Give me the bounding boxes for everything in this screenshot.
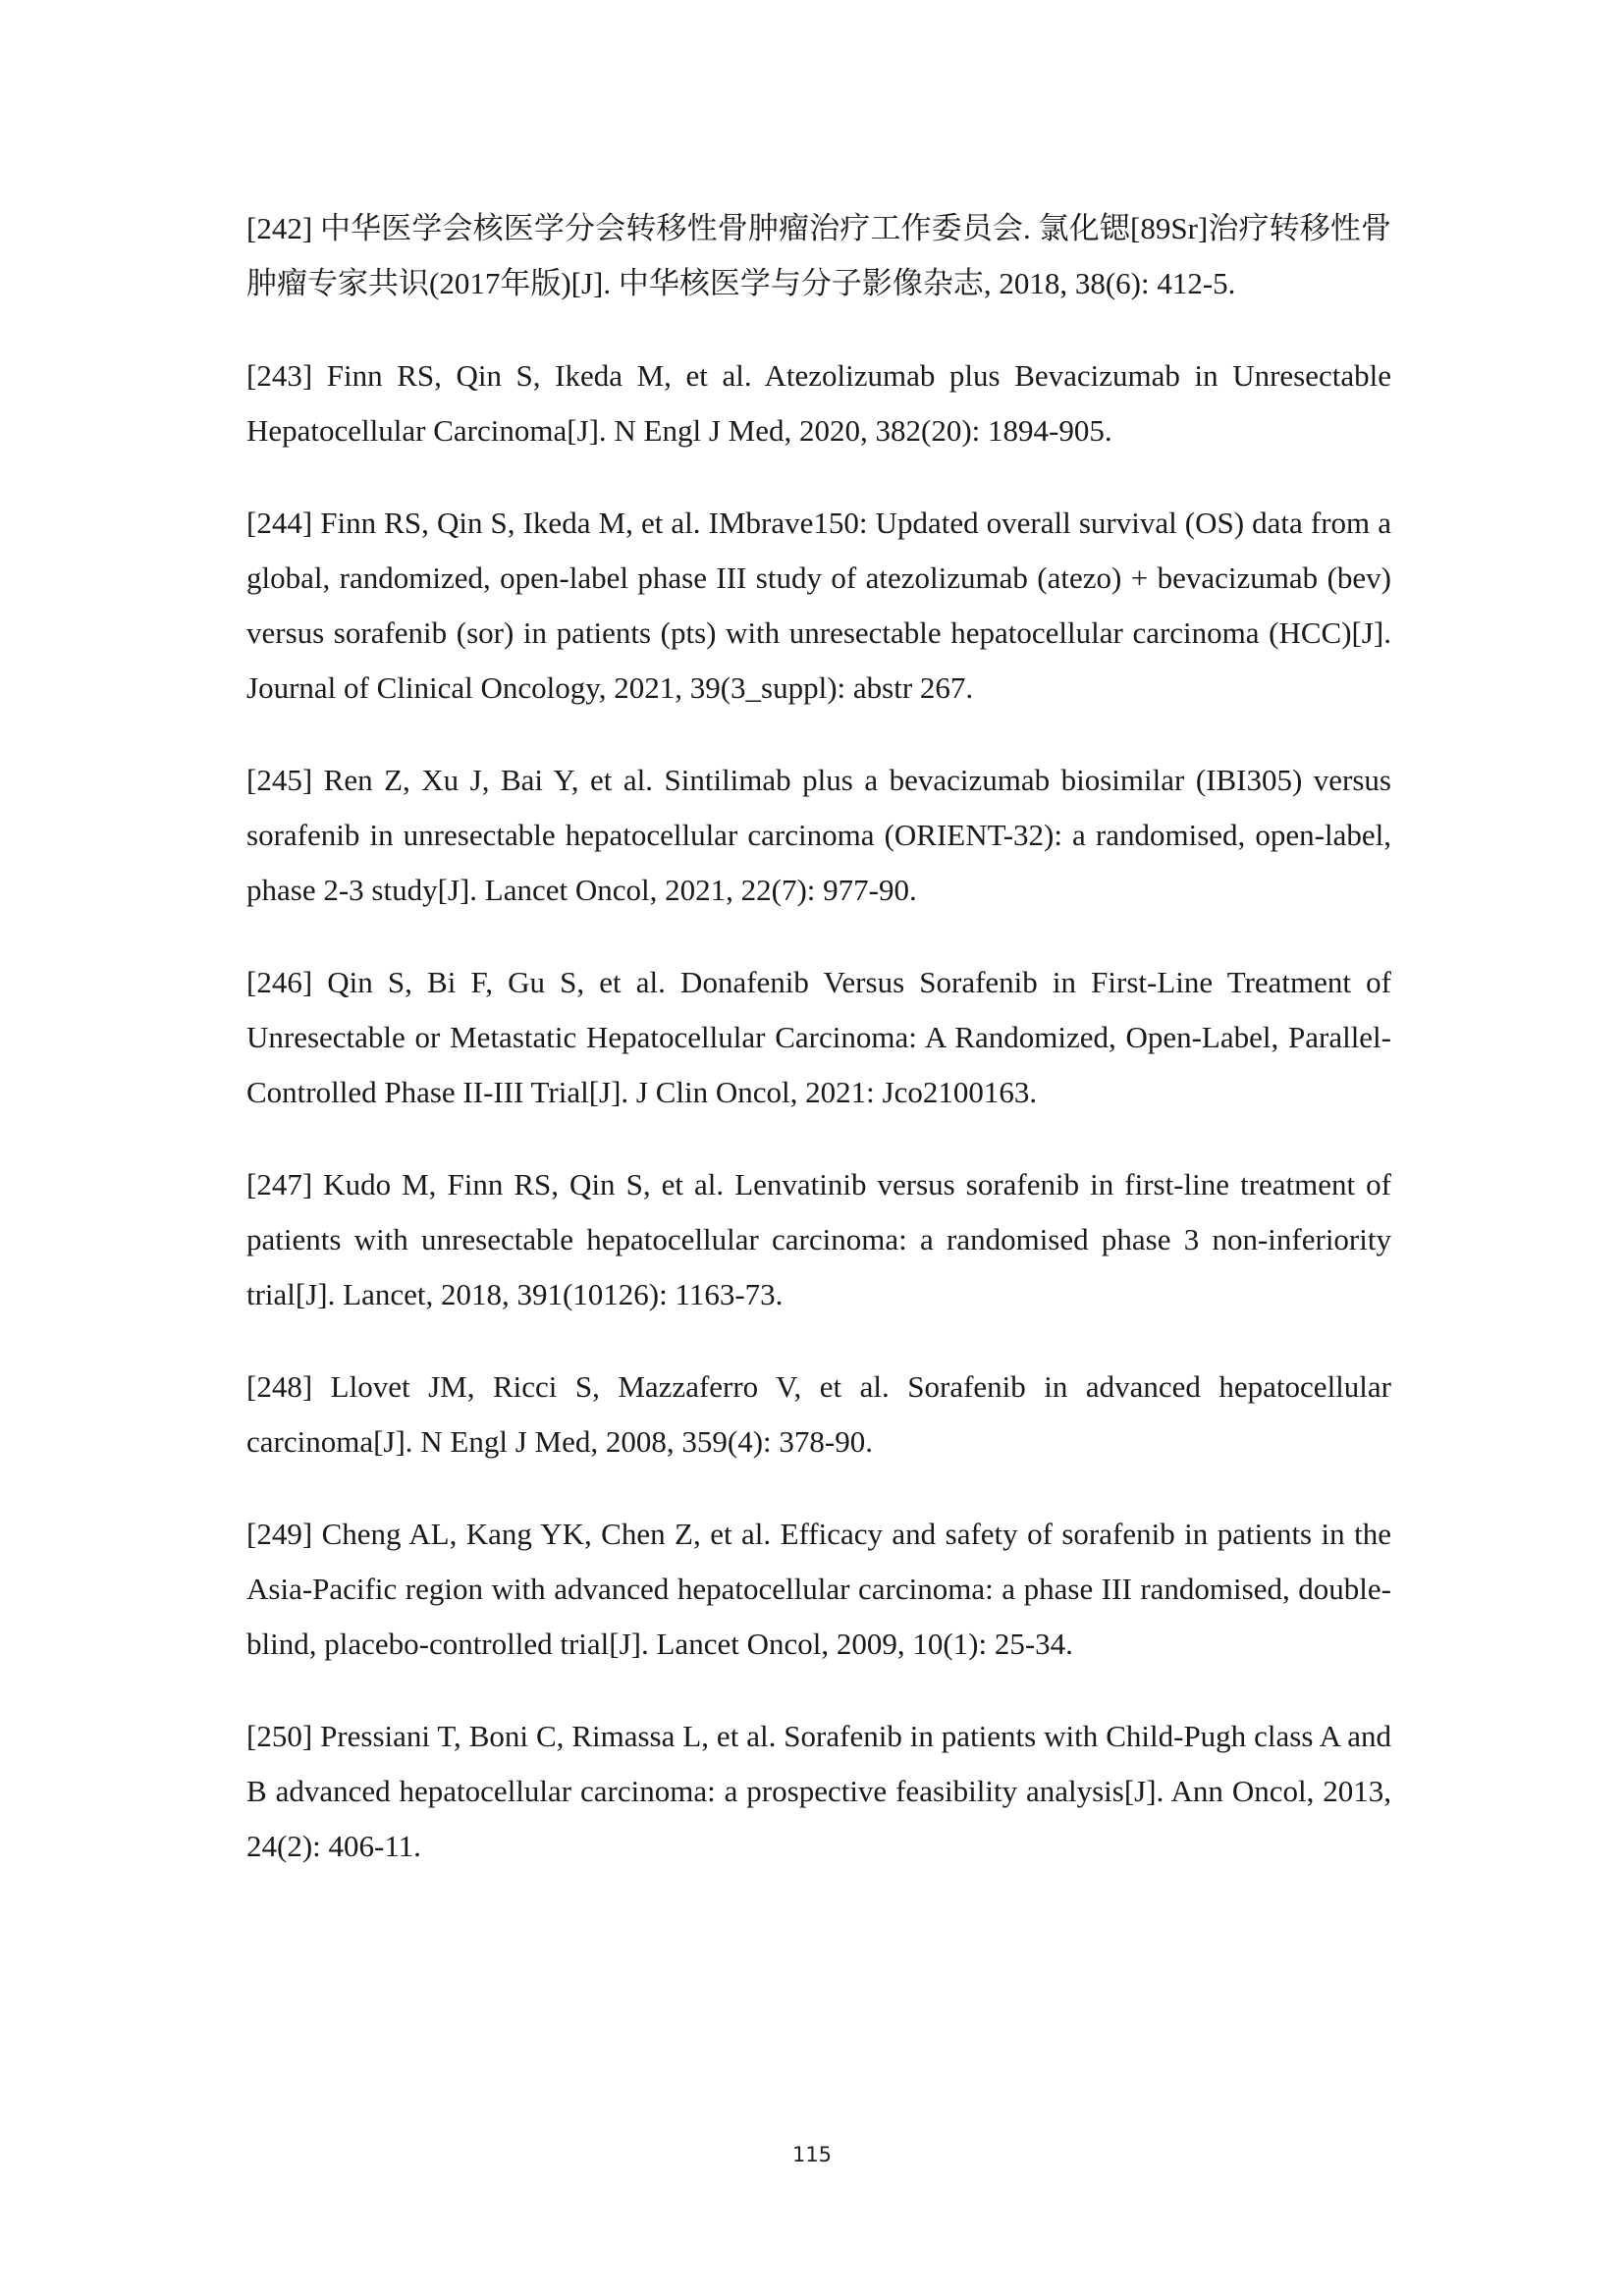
reference-item-248: [248] Llovet JM, Ricci S, Mazzaferro V, et al. Sorafenib in advanced hepatocellular carcinoma[J]. N Engl J Med, 2008, 359(4): 378-90. <box>246 1369 1391 1459</box>
reference-item-242: [242] 中华医学会核医学分会转移性骨肿瘤治疗工作委员会. 氯化锶[89Sr]治疗转移性骨肿瘤专家共识(2017年版)[J]. 中华核医学与分子影像杂志, 2018, 38(6): 412-5. <box>246 211 1391 300</box>
reference-item-247: [247] Kudo M, Finn RS, Qin S, et al. Lenvatinib versus sorafenib in first-line treatment of patients with unresectable hepatocellular carcinoma: a randomised phase 3 non-inferiority trial[J]. Lancet, 2018, 391(10126): 1163-73. <box>246 1167 1391 1311</box>
reference-item-250: [250] Pressiani T, Boni C, Rimassa L, et al. Sorafenib in patients with Child-Pugh class A and B advanced hepatocellular carcinoma: a prospective feasibility analysis[J]. Ann Oncol, 2013, 24(2): 406-11. <box>246 1719 1391 1863</box>
reference-list <box>246 201 1391 1874</box>
reference-item-246: [246] Qin S, Bi F, Gu S, et al. Donafenib Versus Sorafenib in First-Line Treatment of Unresectable or Metastatic Hepatocellular Carcinoma: A Randomized, Open-Label, Parallel-Controlled Phase II-III Trial[J]. J Clin Oncol, 2021: Jco2100163. <box>246 965 1391 1109</box>
reference-item-244: [244] Finn RS, Qin S, Ikeda M, et al. IMbrave150: Updated overall survival (OS) data from a global, randomized, open-label phase III study of atezolizumab (atezo) + bevacizumab (bev) versus sorafenib (sor) in patients (pts) with unresectable hepatocellular carcinoma (HCC)[J]. Journal of Clinical Oncology, 2021, 39(3_suppl): abstr 267. <box>246 506 1391 705</box>
reference-item-249: [249] Cheng AL, Kang YK, Chen Z, et al. Efficacy and safety of sorafenib in patients in the Asia-Pacific region with advanced hepatocellular carcinoma: a phase III randomised, double-blind, placebo-controlled trial[J]. Lancet Oncol, 2009, 10(1): 25-34. <box>246 1517 1391 1661</box>
page-number: 115 <box>791 2143 833 2166</box>
reference-item-243: [243] Finn RS, Qin S, Ikeda M, et al. Atezolizumab plus Bevacizumab in Unresectable Hepatocellular Carcinoma[J]. N Engl J Med, 2020, 382(20): 1894-905. <box>246 358 1391 448</box>
reference-item-245: [245] Ren Z, Xu J, Bai Y, et al. Sintilimab plus a bevacizumab biosimilar (IBI305) versus sorafenib in unresectable hepatocellular carcinoma (ORIENT-32): a randomised, open-label, phase 2-3 study[J]. Lancet Oncol, 2021, 22(7): 977-90. <box>246 763 1391 907</box>
